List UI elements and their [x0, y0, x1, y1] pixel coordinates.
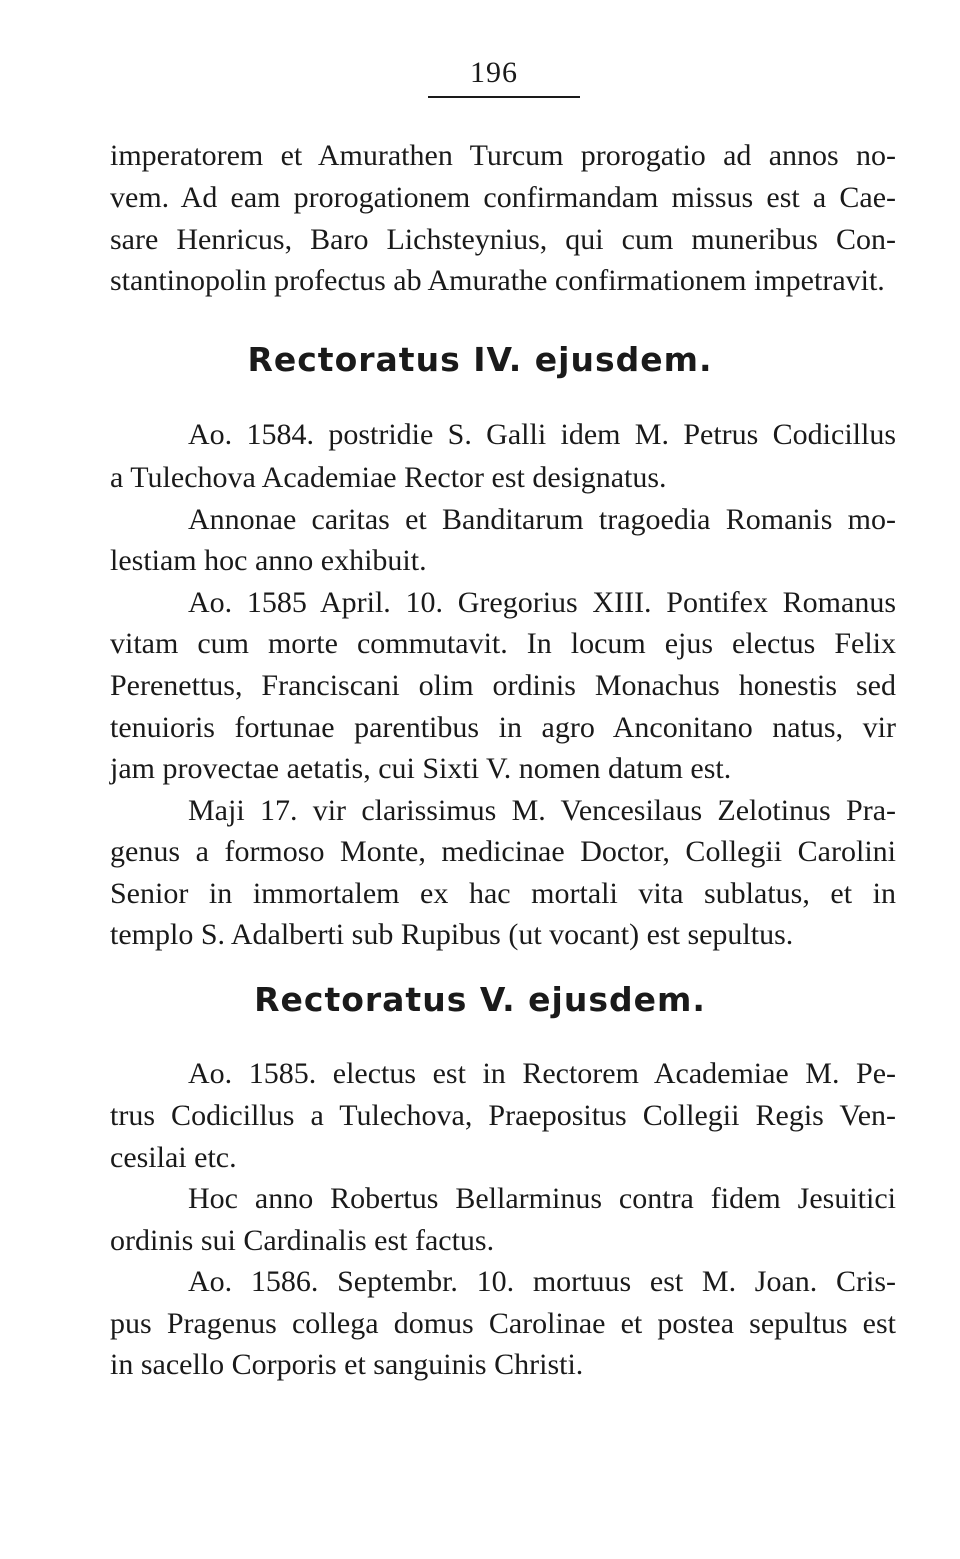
text-line: lestiam hoc anno exhibuit.: [110, 544, 427, 577]
text-line: Ao. 1585. electus est in Rectorem Academiae M. Pe-: [188, 1057, 896, 1090]
text-line: vitam cum morte commutavit. In locum ejus electus Felix: [110, 627, 896, 660]
text-line: genus a formoso Monte, medicinae Doctor, Collegii Carolini: [110, 835, 896, 868]
text-line: Perenettus, Franciscani olim ordinis Monachus honestis sed: [110, 669, 896, 702]
section-heading: Rectoratus IV. ejusdem.: [247, 340, 713, 379]
text-line: ordinis sui Cardinalis est factus.: [110, 1224, 495, 1257]
text-line: imperatorem et Amurathen Turcum prorogatio ad annos no-: [110, 139, 896, 172]
text-line: Ao. 1585 April. 10. Gregorius XIII. Pontifex Romanus: [188, 586, 896, 619]
text-line: Ao. 1586. Septembr. 10. mortuus est M. Joan. Cris-: [188, 1265, 896, 1298]
header-rule: [428, 96, 580, 98]
section-heading: Rectoratus V. ejusdem.: [254, 980, 706, 1019]
text-line: templo S. Adalberti sub Rupibus (ut vocant) est sepultus.: [110, 918, 794, 951]
text-line: in sacello Corporis et sanguinis Christi.: [110, 1348, 584, 1381]
text-line: cesilai etc.: [110, 1141, 237, 1174]
text-line: sare Henricus, Baro Lichsteynius, qui cum muneribus Con-: [110, 223, 896, 256]
text-line: Senior in immortalem ex hac mortali vita sublatus, et in: [110, 877, 896, 910]
text-line: pus Pragenus collega domus Carolinae et postea sepultus est: [110, 1307, 896, 1340]
text-line: trus Codicillus a Tulechova, Praepositus Collegii Regis Ven-: [110, 1099, 896, 1132]
text-line: vem. Ad eam prorogationem confirmandam missus est a Cae-: [110, 181, 896, 214]
text-line: a Tulechova Academiae Rector est designatus.: [110, 461, 667, 494]
page-number: 196: [470, 56, 518, 89]
text-line: Annonae caritas et Banditarum tragoedia Romanis mo-: [188, 503, 896, 536]
text-line: Ao. 1584. postridie S. Galli idem M. Petrus Codicillus: [188, 418, 896, 451]
text-line: tenuioris fortunae parentibus in agro Anconitano natus, vir: [110, 711, 896, 744]
text-line: Maji 17. vir clarissimus M. Vencesilaus Zelotinus Pra-: [188, 794, 896, 827]
text-line: jam provectae aetatis, cui Sixti V. nomen datum est.: [110, 752, 732, 785]
text-line: stantinopolin profectus ab Amurathe confirmationem impetravit.: [110, 264, 885, 297]
text-line: Hoc anno Robertus Bellarminus contra fidem Jesuitici: [188, 1182, 896, 1215]
